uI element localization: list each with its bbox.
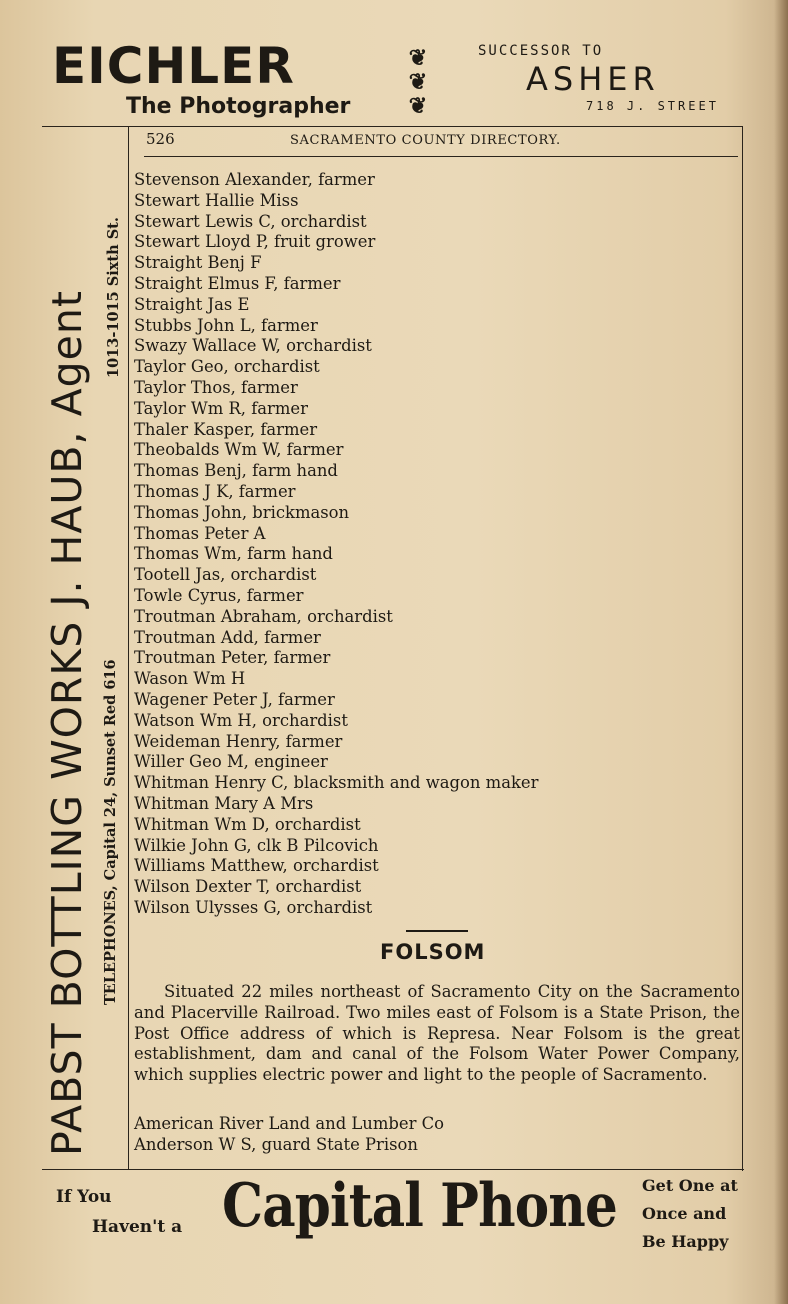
footer-ad-right-line2: Once and (642, 1204, 727, 1223)
list-item: Wilkie John G, clk B Pilcovich (134, 835, 379, 855)
list-item: Thomas Peter A (134, 523, 266, 543)
list-item: Wagener Peter J, farmer (134, 689, 335, 709)
list-item: Whitman Wm D, orchardist (134, 814, 361, 834)
list-item: Thomas Wm, farm hand (134, 544, 333, 564)
list-item: Straight Jas E (134, 294, 250, 314)
list-item: Theobalds Wm W, farmer (134, 440, 344, 460)
running-head (144, 128, 738, 156)
section-title: FOLSOM (380, 940, 486, 964)
list-item: Stevenson Alexander, farmer (134, 170, 375, 189)
list-item: Stewart Lloyd P, fruit grower (134, 232, 376, 252)
list-item: Thomas J K, farmer (134, 481, 296, 501)
list-item: Troutman Peter, farmer (134, 648, 331, 668)
footer-ad-left-line1: If You (56, 1187, 112, 1207)
list-item: Whitman Henry C, blacksmith and wagon maker (134, 773, 539, 793)
list-item: Taylor Geo, orchardist (134, 357, 320, 377)
header-ad-left (52, 38, 382, 120)
header-ad-successor: SUCCESSOR TO (478, 43, 604, 59)
list-item: Whitman Mary A Mrs (134, 793, 314, 813)
sidebar-divider (128, 126, 129, 1170)
list-item: Straight Benj F (134, 253, 262, 273)
footer-ad-left-line2: Haven't a (92, 1217, 183, 1237)
list-item: Straight Elmus F, farmer (134, 273, 341, 293)
list-item: Stewart Lewis C, orchardist (134, 211, 367, 231)
list-item: Taylor Wm R, farmer (134, 398, 308, 418)
list-item: Troutman Add, farmer (134, 627, 321, 647)
list-item: Wilson Ulysses G, orchardist (134, 897, 373, 917)
section-rule (406, 930, 468, 932)
list-item: Thomas Benj, farm hand (134, 461, 338, 481)
sidebar-ad-address: 1013-1015 Sixth St. (105, 217, 122, 378)
header-ad-right-title: ASHER (526, 60, 660, 98)
header-ad-address: 718 J. STREET (586, 99, 719, 113)
page-edge-shadow (774, 0, 788, 1304)
section-description: Situated 22 miles northeast of Sacramento City on the Sacramento and Placerville Railroad. Two miles east of Folsom is a State Prison, the Post Office address of which is Represa. Near Folsom is the great establishment, dam and canal of the Folsom Water Power Company, which supplies electric power and light to the people of Sacramento. (134, 982, 740, 1085)
list-item: Wason Wm H (134, 669, 246, 689)
directory-title: SACRAMENTO COUNTY DIRECTORY. (290, 133, 561, 148)
footer-ad-left (56, 1182, 182, 1242)
ornament-icon: ❦ ❦ ❦ (408, 45, 428, 119)
list-item: American River Land and Lumber Co (134, 1114, 445, 1133)
list-item: Wilson Dexter T, orchardist (134, 877, 362, 897)
list-item: Williams Matthew, orchardist (134, 856, 379, 876)
sidebar-ad-main: PABST BOTTLING WORKS J. HAUB, Agent (43, 290, 91, 1156)
sidebar-ad-telephones: TELEPHONES, Capital 24, Sunset Red 616 (102, 659, 119, 1005)
footer-ad-right-line1: Get One at (642, 1176, 738, 1195)
directory-list (134, 170, 738, 919)
header-ad-subtitle: The Photographer (126, 94, 351, 119)
list-item: Tootell Jas, orchardist (134, 565, 317, 585)
list-item: Troutman Abraham, orchardist (134, 606, 393, 626)
header-ad-title: EICHLER (52, 37, 295, 95)
list-item: Taylor Thos, farmer (134, 377, 298, 397)
list-item: Thaler Kasper, farmer (134, 419, 318, 439)
list-item: Watson Wm H, orchardist (134, 710, 348, 730)
section-list (134, 1114, 738, 1156)
list-item: Weideman Henry, farmer (134, 731, 343, 751)
list-item: Thomas John, brickmason (134, 502, 350, 522)
list-item: Stubbs John L, farmer (134, 315, 318, 335)
footer-ad-title: Capital Phone (222, 1171, 617, 1241)
list-item: Swazy Wallace W, orchardist (134, 336, 372, 356)
footer-ad-right-line3: Be Happy (642, 1232, 729, 1251)
footer-ad-right (642, 1172, 738, 1256)
list-item: Willer Geo M, engineer (134, 752, 328, 772)
list-item: Stewart Hallie Miss (134, 190, 299, 210)
list-item: Towle Cyrus, farmer (134, 585, 304, 605)
page-number: 526 (146, 130, 175, 148)
header-ad-right (470, 42, 740, 114)
list-item: Anderson W S, guard State Prison (134, 1134, 418, 1154)
running-head-rule (144, 156, 738, 157)
